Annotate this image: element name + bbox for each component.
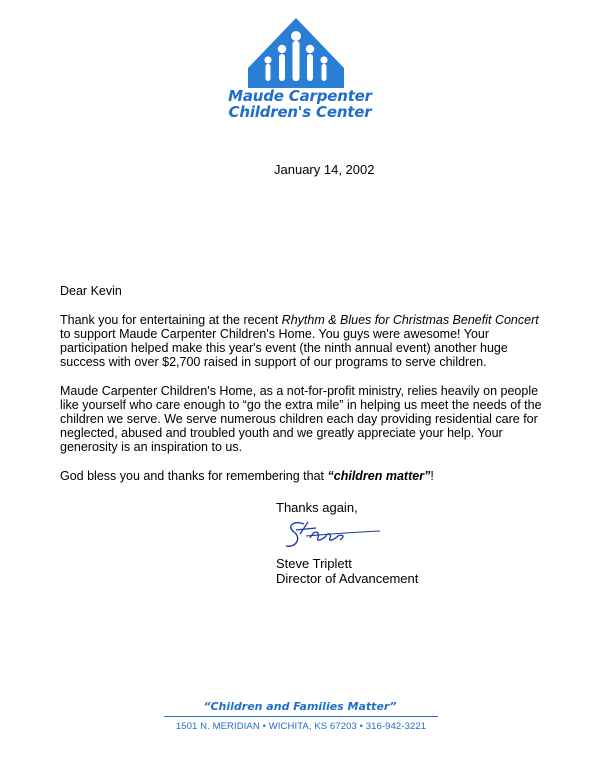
organization-name: [200, 88, 400, 120]
paragraph-blessing: [60, 469, 550, 483]
blessing-end: !: [430, 469, 434, 483]
signer-name: Steve Triplett: [276, 556, 352, 571]
children-matter-emphasis: “children matter”: [327, 469, 431, 483]
footer-tagline: “Children and Families Matter”: [203, 700, 397, 713]
closing: Thanks again,: [276, 500, 358, 515]
organization-name-line1: Maude Carpenter: [228, 87, 372, 105]
handwritten-signature: [282, 516, 382, 554]
signer-block: [276, 556, 418, 586]
letter-body: [60, 284, 550, 498]
house-family-logo: [246, 16, 346, 90]
salutation: Dear Kevin: [60, 284, 122, 298]
paragraph-thanks: [60, 313, 550, 369]
paragraph-thanks-rest: to support Maude Carpenter Children's Home. You guys were awesome! Your participation helped make this year's event (the ninth annual event) another huge success with over $2,700 raised in support of our programs to serve children.: [60, 327, 508, 369]
organization-name-line2: Children's Center: [228, 103, 372, 121]
letter-date: January 14, 2002: [274, 162, 375, 177]
paragraph-mission: Maude Carpenter Children's Home, as a not-for-profit ministry, relies heavily on people like yourself who care enough to “go the extra mile” in helping us meet the needs of the children we serve. We serve numerous children each day providing residential care for neglected, abused and troubled youth and we greatly appreciate your help. Your generosity is an inspiration to us.: [60, 384, 542, 454]
paragraph-thanks-intro: Thank you for entertaining at the recent: [60, 313, 282, 327]
event-name: Rhythm & Blues for Christmas Benefit Concert: [281, 313, 539, 327]
footer-divider: [164, 716, 438, 717]
signer-title: Director of Advancement: [276, 571, 419, 586]
blessing-text: God bless you and thanks for remembering that: [60, 469, 328, 483]
footer-address: 1501 N. MERIDIAN • WICHITA, KS 67203 • 316-942-3221: [175, 721, 427, 732]
